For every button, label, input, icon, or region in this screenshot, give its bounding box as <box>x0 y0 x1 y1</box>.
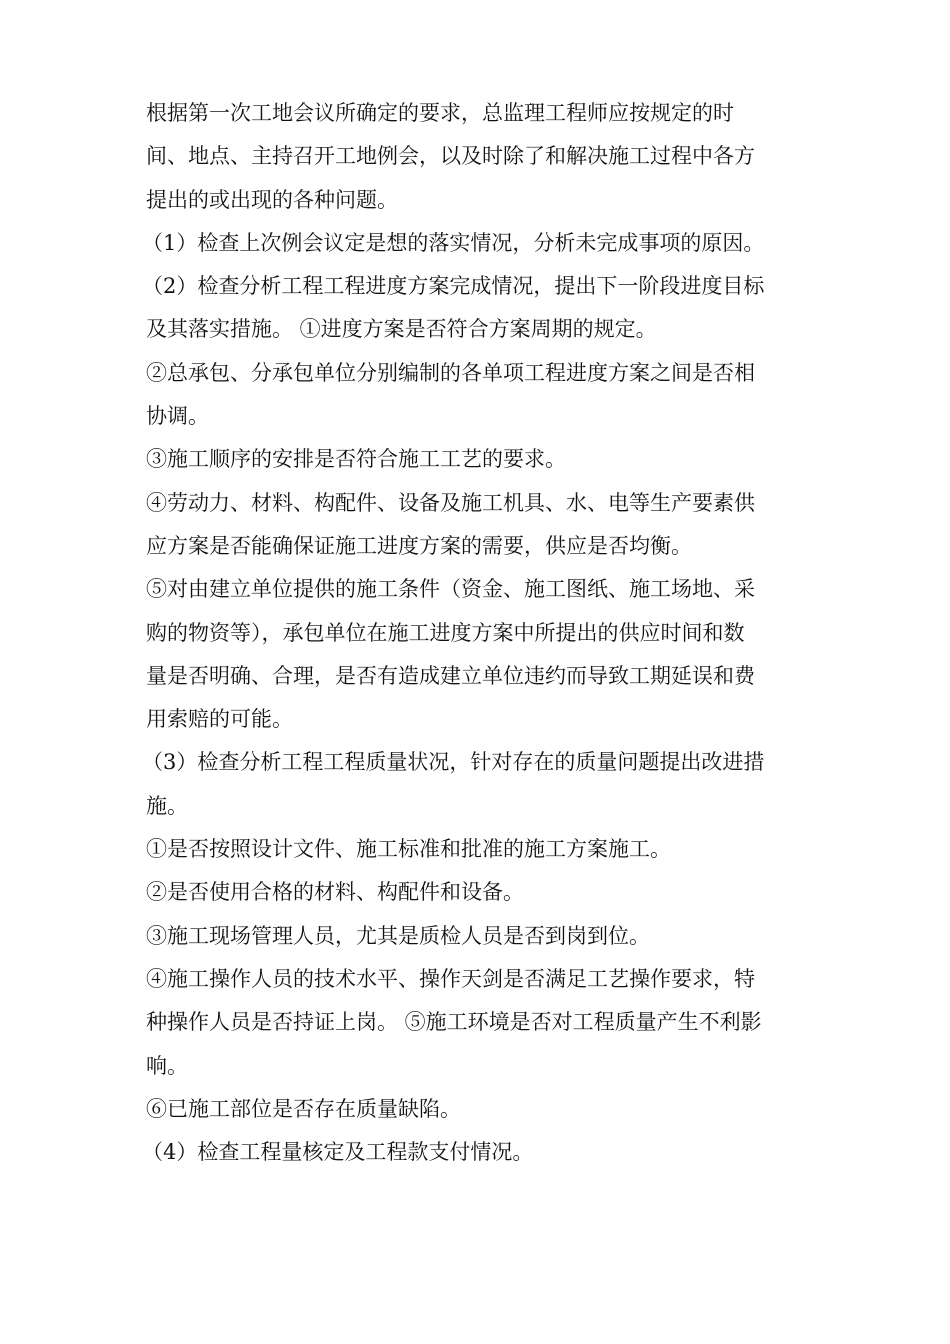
text-line: 量是否明确、合理，是否有造成建立单位违约而导致工期延误和费 <box>146 663 755 688</box>
text-line: （3）检查分析工程工程质量状况，针对存在的质量问题提出改进措 <box>142 750 765 775</box>
text-line: 根据第一次工地会议所确定的要求，总监理工程师应按规定的时 <box>146 101 734 125</box>
text-line: ④劳动力、材料、构配件、设备及施工机具、水、电等生产要素供 <box>146 490 755 515</box>
text-line: 间、地点、主持召开工地例会，以及时除了和解决施工过程中各方 <box>146 144 755 169</box>
text-line: ⑤对由建立单位提供的施工条件（资金、施工图纸、施工场地、采 <box>146 577 755 602</box>
text-line: 协调。 <box>146 404 209 429</box>
text-line: 响。 <box>146 1053 188 1078</box>
text-line: 应方案是否能确保证施工进度方案的需要，供应是否均衡。 <box>146 533 692 558</box>
text-line: 种操作人员是否持证上岗。 ⑤施工环境是否对工程质量产生不利影 <box>146 1010 762 1035</box>
text-line: ②总承包、分承包单位分别编制的各单项工程进度方案之间是否相 <box>146 360 755 385</box>
text-line: ①是否按照设计文件、施工标准和批准的施工方案施工。 <box>146 837 671 862</box>
text-line: 及其落实措施。 ①进度方案是否符合方案周期的规定。 <box>146 317 657 342</box>
text-line: ③施工现场管理人员，尤其是质检人员是否到岗到位。 <box>146 923 650 948</box>
text-line: （2）检查分析工程工程进度方案完成情况，提出下一阶段进度目标 <box>142 274 765 299</box>
text-line: 提出的或出现的各种问题。 <box>146 187 398 212</box>
text-line: 购的物资等），承包单位在施工进度方案中所提出的供应时间和数 <box>146 620 745 645</box>
text-line: （1）检查上次例会议定是想的落实情况，分析未完成事项的原因。 <box>142 230 765 255</box>
text-line: ④施工操作人员的技术水平、操作天剑是否满足工艺操作要求，特 <box>146 966 755 991</box>
text-line: ③施工顺序的安排是否符合施工工艺的要求。 <box>146 447 566 472</box>
text-line: 用索赔的可能。 <box>146 707 293 732</box>
text-line: ⑥已施工部位是否存在质量缺陷。 <box>146 1096 461 1121</box>
text-line: ②是否使用合格的材料、构配件和设备。 <box>146 880 524 905</box>
text-line: 施。 <box>146 793 188 818</box>
text-line: （4）检查工程量核定及工程款支付情况。 <box>142 1140 534 1165</box>
document-body <box>142 92 816 1174</box>
